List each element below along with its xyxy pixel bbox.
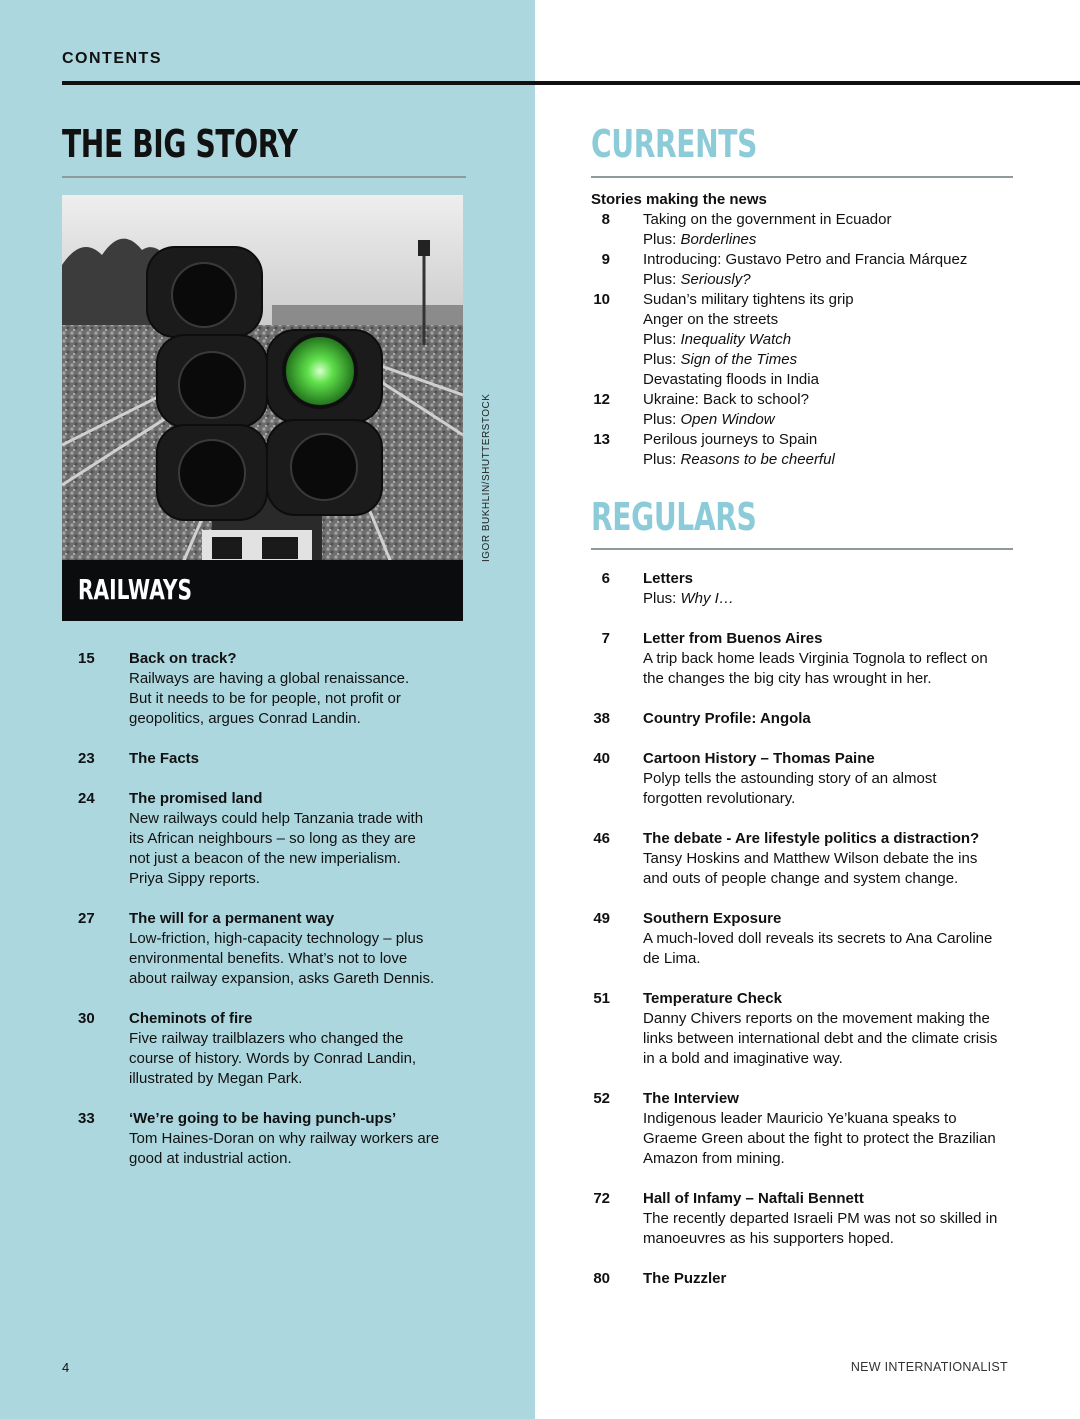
page-number-ref: 51: [593, 990, 610, 1007]
entry-description-line: geopolitics, argues Conrad Landin.: [129, 710, 361, 727]
plus-line: [643, 410, 1021, 430]
toc-entry[interactable]: [591, 250, 1021, 290]
entry-description-line: The recently departed Israeli PM was not so skilled in: [643, 1210, 998, 1227]
entry-title: Cheminots of fire: [129, 1010, 253, 1027]
entry-body: [129, 1009, 458, 1089]
photo-credit: IGOR BUKHLIN/SHUTTERSTOCK: [481, 393, 492, 562]
page-number-ref: 52: [593, 1090, 610, 1107]
page-number: 4: [62, 1360, 70, 1375]
page-number-ref: 38: [593, 710, 610, 727]
entry-title: Country Profile: Angola: [643, 710, 811, 727]
toc-entry[interactable]: [78, 649, 458, 729]
entry-body: [643, 390, 1021, 430]
publication-name: NEW INTERNATIONALIST: [850, 1360, 1008, 1374]
page-number-ref: 7: [601, 630, 610, 647]
entry-description-line: Polyp tells the astounding story of an almost: [643, 770, 937, 787]
entry-title: Cartoon History – Thomas Paine: [643, 750, 875, 767]
entry-description-line: its African neighbours – so long as they are: [129, 830, 416, 847]
entry-title: The Puzzler: [643, 1270, 727, 1287]
entry-title: The debate - Are lifestyle politics a distraction?: [643, 830, 980, 847]
page-number-ref: 33: [78, 1110, 95, 1127]
entry-body: [643, 709, 1021, 729]
currents-list: [591, 190, 1021, 470]
entry-body: [643, 210, 1021, 250]
plus-prefix: Plus:: [643, 331, 681, 348]
plus-prefix: Plus:: [643, 351, 681, 368]
plus-prefix: Plus:: [643, 451, 681, 468]
page-number-ref: 6: [601, 570, 610, 587]
entry-description-line: Tom Haines-Doran on why railway workers are: [129, 1130, 440, 1147]
entry-description-line: Indigenous leader Mauricio Ye’kuana speaks to: [643, 1110, 957, 1127]
toc-entry[interactable]: [591, 829, 1021, 889]
entry-body: [643, 250, 1021, 290]
currents-rule: [591, 176, 1013, 178]
currents-subheading: Stories making the news: [591, 191, 767, 208]
toc-entry[interactable]: [591, 390, 1021, 430]
page-number-ref: 27: [78, 910, 95, 927]
entry-description-line: de Lima.: [643, 950, 701, 967]
toc-entry[interactable]: [591, 709, 1021, 729]
toc-entry[interactable]: [591, 569, 1021, 609]
entry-body: [643, 1189, 1021, 1249]
entry-description-line: environmental benefits. What’s not to love: [129, 950, 408, 967]
big-story-list: [78, 649, 458, 1189]
entry-title: ‘We’re going to be having punch-ups’: [129, 1110, 397, 1127]
entry-description-line: New railways could help Tanzania trade with: [129, 810, 424, 827]
railway-signal-photo: [62, 195, 463, 621]
page-number-ref: 15: [78, 650, 95, 667]
entry-body: [643, 569, 1021, 609]
section-label: CONTENTS: [62, 50, 162, 67]
top-rule: [62, 81, 1080, 85]
currents-heading: CURRENTS: [591, 122, 758, 166]
page-number-ref: 10: [593, 291, 610, 308]
page-number-ref: 30: [78, 1010, 95, 1027]
toc-entry[interactable]: [591, 290, 1021, 390]
entry-body: [643, 829, 1021, 889]
entry-description-line: and outs of people change and system change.: [643, 870, 959, 887]
entry-line: Sudan’s military tightens its grip: [643, 291, 854, 308]
plus-feature: Seriously?: [680, 271, 751, 288]
entry-description-line: But it needs to be for people, not profit or: [129, 690, 401, 707]
entry-body: [643, 290, 1021, 390]
entry-title: Back on track?: [129, 650, 237, 667]
image-caption: RAILWAYS: [78, 573, 193, 606]
entry-description-line: Priya Sippy reports.: [129, 870, 260, 887]
entry-body: [643, 1089, 1021, 1169]
entry-title: The Interview: [643, 1090, 739, 1107]
entry-line: Ukraine: Back to school?: [643, 391, 809, 408]
toc-entry[interactable]: [591, 989, 1021, 1069]
entry-body: [129, 1109, 458, 1169]
entry-body: [643, 629, 1021, 689]
entry-title: Letters: [643, 570, 694, 587]
page-number-ref: 8: [601, 211, 610, 228]
toc-entry[interactable]: [78, 909, 458, 989]
entry-body: [643, 430, 1021, 470]
plus-line: [643, 270, 1021, 290]
page-number-ref: 46: [593, 830, 610, 847]
entry-line: Taking on the government in Ecuador: [643, 211, 892, 228]
entry-body: [129, 789, 458, 889]
toc-entry[interactable]: [78, 749, 458, 769]
page-number-ref: 12: [593, 391, 610, 408]
entry-line: Anger on the streets: [643, 311, 779, 328]
entry-description-line: the changes the big city has wrought in her.: [643, 670, 932, 687]
entry-body: [129, 909, 458, 989]
plus-prefix: Plus:: [643, 590, 681, 607]
entry-body: [643, 749, 1021, 809]
plus-feature: Borderlines: [680, 231, 757, 248]
entry-description-line: Low-friction, high-capacity technology – plus: [129, 930, 424, 947]
entry-description-line: Tansy Hoskins and Matthew Wilson debate the ins: [643, 850, 978, 867]
regulars-list: [591, 569, 1021, 1309]
plus-prefix: Plus:: [643, 411, 681, 428]
plus-line: [643, 450, 1021, 470]
entry-description-line: Railways are having a global renaissance.: [129, 670, 410, 687]
entry-title: The promised land: [129, 790, 263, 807]
entry-description-line: Danny Chivers reports on the movement making the: [643, 1010, 990, 1027]
plus-feature: Inequality Watch: [680, 331, 792, 348]
plus-line: [643, 230, 1021, 250]
entry-description-line: Amazon from mining.: [643, 1150, 785, 1167]
regulars-rule: [591, 548, 1013, 550]
toc-entry[interactable]: [78, 1109, 458, 1169]
entry-body: [643, 989, 1021, 1069]
page-number-ref: 72: [593, 1190, 610, 1207]
toc-entry[interactable]: [591, 1189, 1021, 1249]
toc-entry[interactable]: [78, 789, 458, 889]
toc-entry[interactable]: [591, 430, 1021, 470]
plus-feature: Why I…: [680, 590, 734, 607]
entry-body: [643, 1269, 1021, 1289]
page-number-ref: 9: [601, 251, 610, 268]
entry-description-line: not just a beacon of the new imperialism.: [129, 850, 401, 867]
plus-prefix: Plus:: [643, 271, 681, 288]
entry-title: The Facts: [129, 750, 200, 767]
entry-description-line: course of history. Words by Conrad Landin,: [129, 1050, 417, 1067]
entry-title: Southern Exposure: [643, 910, 782, 927]
entry-description-line: links between international debt and the climate crisis: [643, 1030, 998, 1047]
big-story-heading: THE BIG STORY: [62, 122, 298, 166]
entry-description-line: forgotten revolutionary.: [643, 790, 796, 807]
plus-feature: Sign of the Times: [680, 351, 798, 368]
entry-line: Perilous journeys to Spain: [643, 431, 818, 448]
toc-entry[interactable]: [591, 629, 1021, 689]
toc-entry[interactable]: [591, 1269, 1021, 1289]
railway-signal-image: [62, 195, 463, 621]
page-number-ref: 49: [593, 910, 610, 927]
page-number-ref: 24: [78, 790, 95, 807]
entry-description-line: Graeme Green about the fight to protect the Brazilian: [643, 1130, 996, 1147]
entry-description-line: A much-loved doll reveals its secrets to Ana Caroline: [643, 930, 993, 947]
plus-line: [643, 330, 1021, 350]
page-number-ref: 40: [593, 750, 610, 767]
plus-line: [643, 350, 1021, 370]
entry-description-line: manoeuvres as his supporters hoped.: [643, 1230, 894, 1247]
toc-entry[interactable]: [591, 749, 1021, 809]
entry-body: [129, 649, 458, 729]
plus-feature: Open Window: [680, 411, 775, 428]
page-number-ref: 13: [593, 431, 610, 448]
entry-description-line: about railway expansion, asks Gareth Dennis.: [129, 970, 435, 987]
entry-description-line: in a bold and imaginative way.: [643, 1050, 843, 1067]
toc-entry[interactable]: [78, 1009, 458, 1089]
plus-feature: Reasons to be cheerful: [680, 451, 835, 468]
entry-title: The will for a permanent way: [129, 910, 335, 927]
plus-line: [643, 589, 1021, 609]
toc-entry[interactable]: [591, 210, 1021, 250]
plus-prefix: Plus:: [643, 231, 681, 248]
toc-entry[interactable]: [591, 909, 1021, 969]
entry-body: [129, 749, 458, 769]
entry-description-line: good at industrial action.: [129, 1150, 292, 1167]
entry-description-line: illustrated by Megan Park.: [129, 1070, 303, 1087]
big-story-rule: [62, 176, 466, 178]
entry-body: [643, 909, 1021, 969]
page-number-ref: 80: [593, 1270, 610, 1287]
regulars-heading: REGULARS: [591, 495, 757, 539]
entry-description-line: Five railway trailblazers who changed the: [129, 1030, 404, 1047]
entry-title: Hall of Infamy – Naftali Bennett: [643, 1190, 864, 1207]
entry-title: Letter from Buenos Aires: [643, 630, 823, 647]
entry-line: Devastating floods in India: [643, 371, 819, 388]
page-number-ref: 23: [78, 750, 95, 767]
entry-description-line: A trip back home leads Virginia Tognola to reflect on: [643, 650, 988, 667]
toc-entry[interactable]: [591, 1089, 1021, 1169]
entry-line: Introducing: Gustavo Petro and Francia Márquez: [643, 251, 968, 268]
entry-title: Temperature Check: [643, 990, 782, 1007]
